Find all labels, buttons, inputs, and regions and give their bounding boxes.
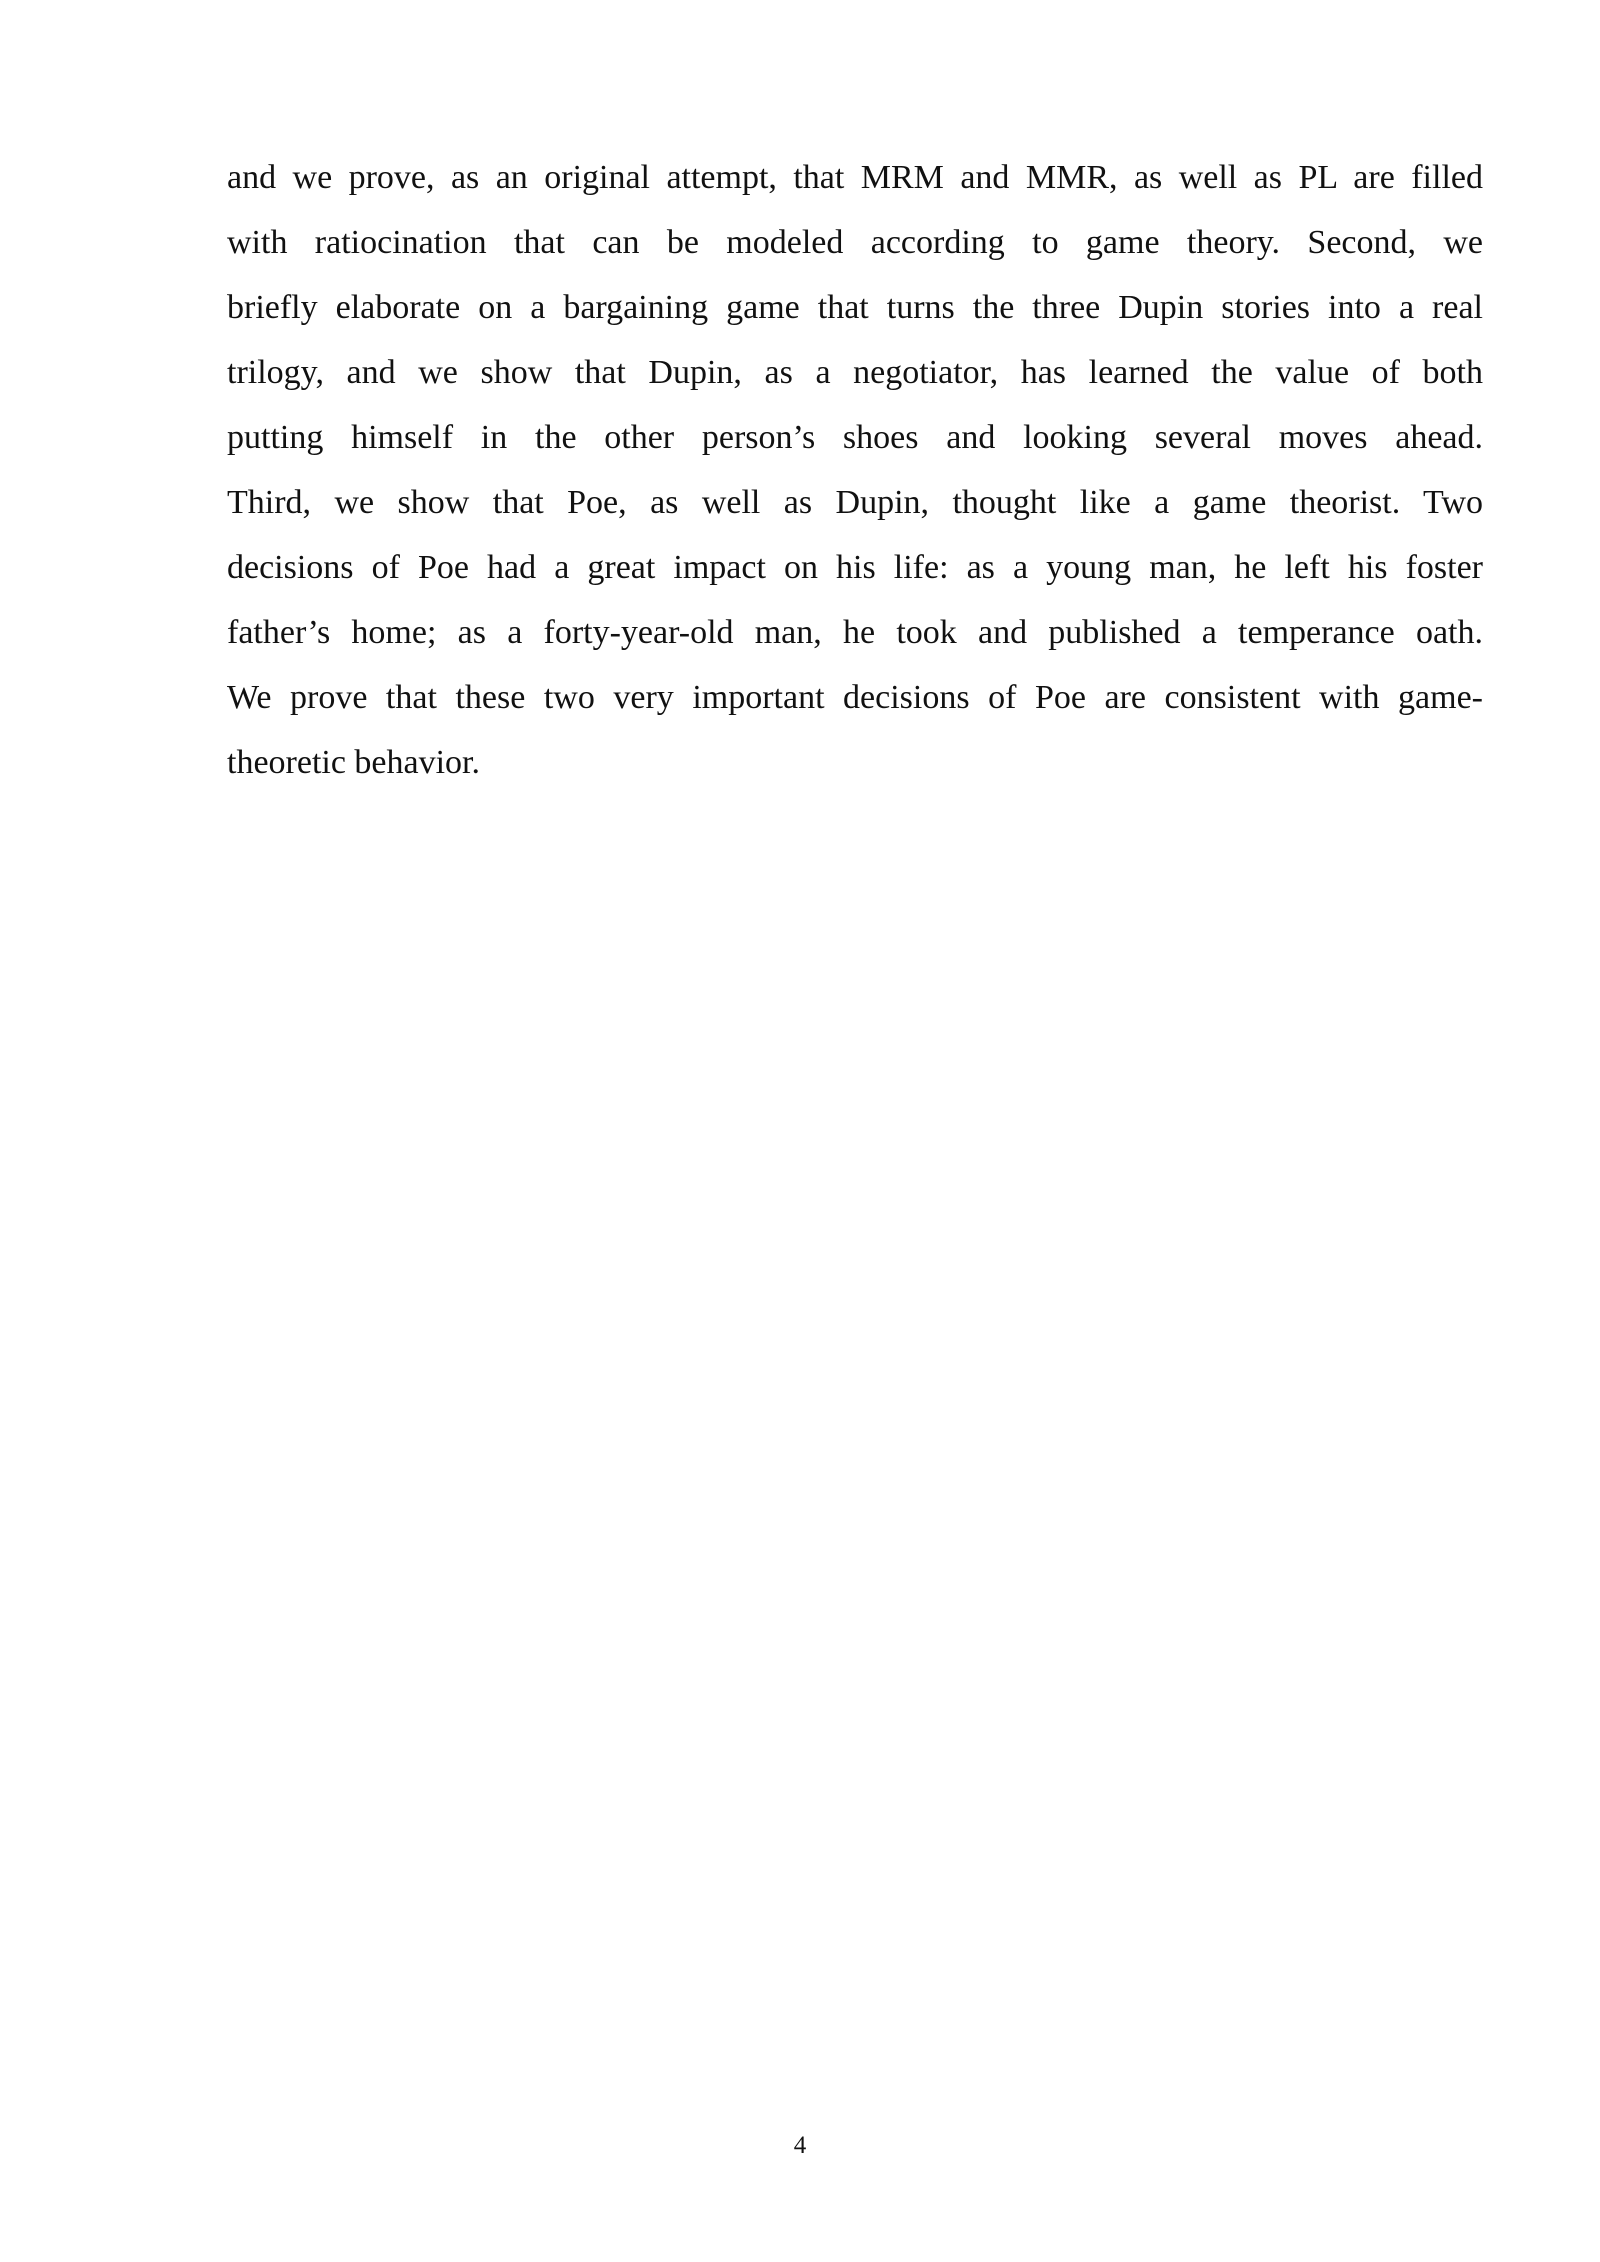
paragraph-line: and we prove, as an original attempt, that MRM and MMR, as well as PL are filled <box>227 159 1483 196</box>
paragraph-line: decisions of Poe had a great impact on his life: as a young man, he left his foster <box>227 549 1483 586</box>
paragraph-line: theoretic behavior. <box>227 744 481 781</box>
body-paragraph <box>227 145 1483 795</box>
paragraph-line: briefly elaborate on a bargaining game that turns the three Dupin stories into a real <box>227 289 1483 326</box>
page-number: 4 <box>793 2132 807 2159</box>
paragraph-line: father’s home; as a forty-year-old man, he took and published a temperance oath. <box>227 614 1483 651</box>
paragraph-line: We prove that these two very important decisions of Poe are consistent with game- <box>227 679 1483 716</box>
paragraph-line: putting himself in the other person’s shoes and looking several moves ahead. <box>227 419 1483 456</box>
paragraph-line: Third, we show that Poe, as well as Dupin, thought like a game theorist. Two <box>227 484 1483 521</box>
paragraph-line: with ratiocination that can be modeled according to game theory. Second, we <box>227 224 1483 261</box>
paragraph-line: trilogy, and we show that Dupin, as a negotiator, has learned the value of both <box>227 354 1483 391</box>
